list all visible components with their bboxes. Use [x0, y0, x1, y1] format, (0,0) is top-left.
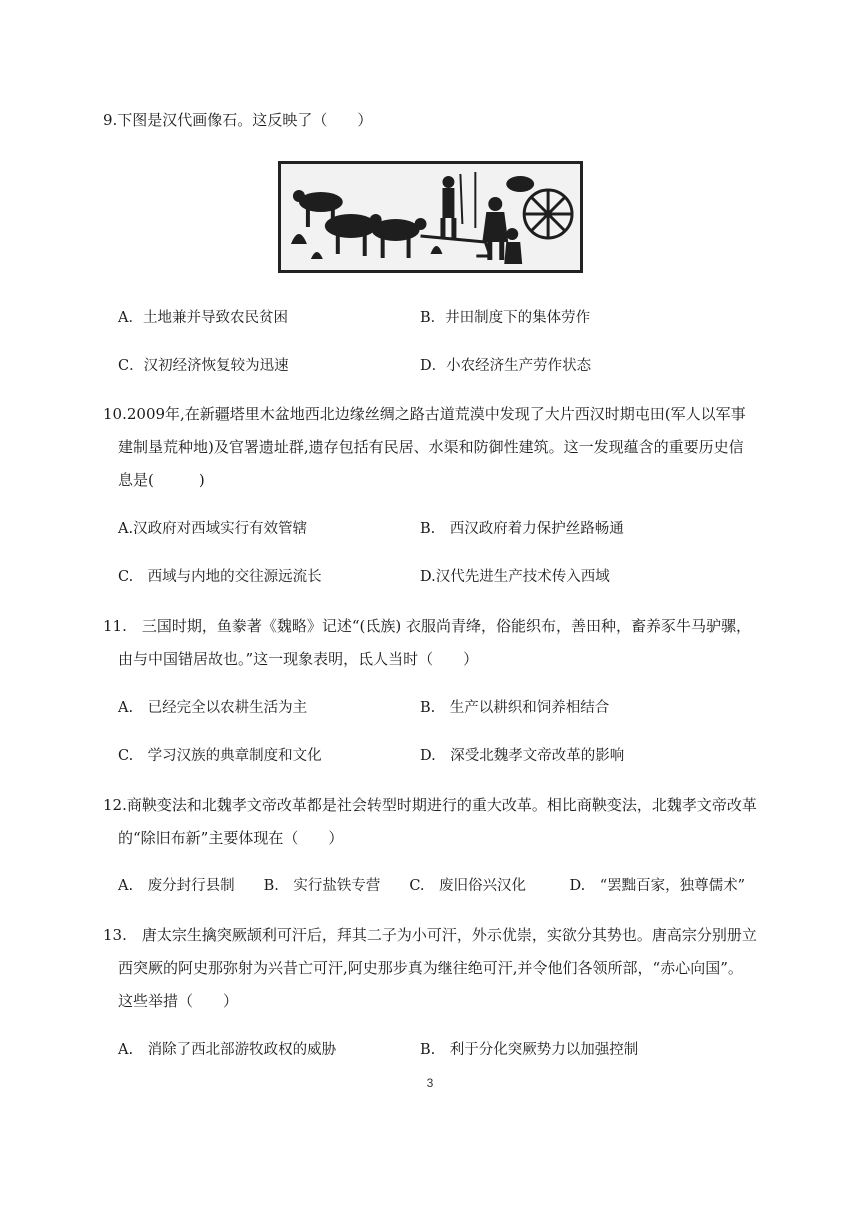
- q11-option-c: C. 学习汉族的典章制度和文化: [118, 748, 322, 764]
- q13-stem-line2: 西突厥的阿史那弥射为兴昔亡可汗,阿史那步真为继往绝可汗,并令他们各领所部，“赤心向国”。: [118, 959, 743, 977]
- q11-stem-line1: 11. 三国时期，鱼豢著《魏略》记述“(氐族) 衣服尚青绛，俗能织布，善田种，畜养豕牛马驴骡，: [103, 617, 751, 635]
- q13-stem-line3: 这些举措（ ）: [118, 992, 239, 1010]
- q13-stem-line1: 13. 唐太宗生擒突厥颉利可汗后，拜其二子为小可汗，外示优崇，实欲分其势也。唐高宗分别册立: [103, 926, 757, 944]
- q9-stem: 9.下图是汉代画像石。这反映了（ ）: [103, 111, 373, 129]
- han-stone-relief-image: [278, 161, 583, 273]
- q10-option-c: C. 西域与内地的交往源远流长: [118, 569, 322, 585]
- q12-options: A. 废分封行县制 B. 实行盐铁专营 C. 废旧俗兴汉化 D. “罢黜百家，独尊儒术”: [118, 878, 746, 894]
- q11-stem-line2: 由与中国错居故也。”这一现象表明，氐人当时（ ）: [118, 650, 479, 668]
- page-number: 3: [426, 1076, 434, 1090]
- q9-option-d: D．小农经济生产劳作状态: [420, 358, 592, 374]
- q13-option-a: A. 消除了西北部游牧政权的威胁: [118, 1042, 337, 1058]
- q12-stem-line2: 的“除旧布新”主要体现在（ ）: [118, 829, 344, 847]
- q11-option-b: B. 生产以耕织和饲养相结合: [420, 700, 610, 716]
- q10-option-b: B. 西汉政府着力保护丝路畅通: [420, 521, 624, 537]
- q12-stem-line1: 12.商鞅变法和北魏孝文帝改革都是社会转型时期进行的重大改革。相比商鞅变法，北魏孝文帝改革: [103, 796, 757, 814]
- q9-option-a: A．土地兼并导致农民贫困: [118, 310, 288, 326]
- q10-stem-line1: 10.2009年,在新疆塔里木盆地西北边缘丝绸之路古道荒漠中发现了大片西汉时期屯田(军人以军事: [103, 405, 746, 423]
- q9-option-c: C．汉初经济恢复较为迅速: [118, 358, 289, 374]
- q9-option-b: B．井田制度下的集体劳作: [420, 310, 591, 326]
- relief-illustration: [281, 164, 580, 270]
- q10-option-a: A.汉政府对西域实行有效管辖: [118, 521, 308, 537]
- q10-option-d: D.汉代先进生产技术传入西域: [420, 569, 610, 585]
- q11-option-a: A. 已经完全以农耕生活为主: [118, 700, 308, 716]
- q11-option-d: D. 深受北魏孝文帝改革的影响: [420, 748, 625, 764]
- q10-stem-line3: 息是( ): [118, 471, 205, 489]
- q10-stem-line2: 建制垦荒种地)及官署遗址群,遗存包括有民居、水渠和防御性建筑。这一发现蕴含的重要历史信: [118, 438, 744, 456]
- q13-option-b: B. 利于分化突厥势力以加强控制: [420, 1042, 639, 1058]
